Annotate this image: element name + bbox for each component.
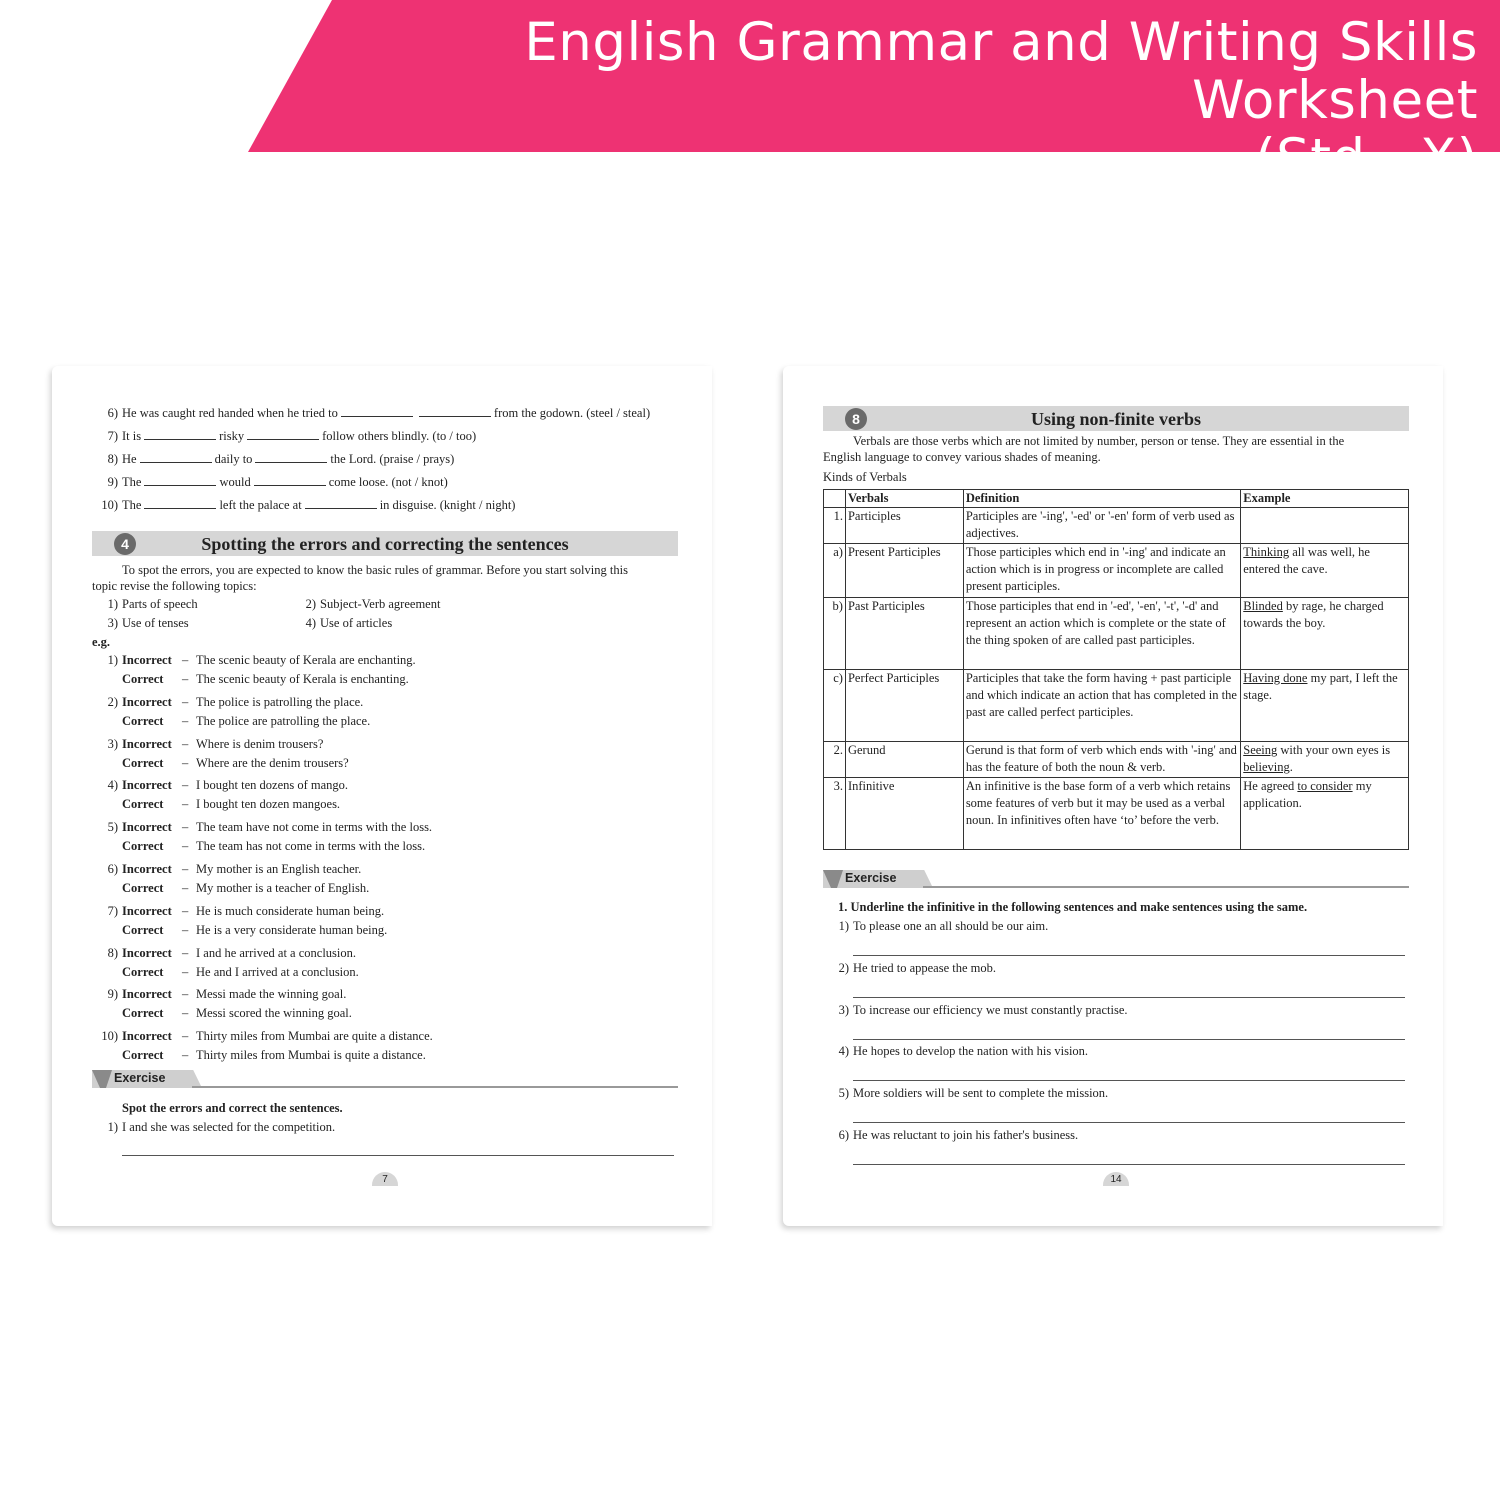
incorrect-label: Incorrect	[122, 862, 172, 876]
banner-title-line1: English Grammar and Writing Skills Worksheet	[524, 12, 1478, 131]
section-title: Spotting the errors and correcting the sentences	[201, 534, 569, 554]
dash: –	[182, 653, 189, 667]
dash: –	[182, 1048, 189, 1063]
dash: –	[182, 797, 189, 812]
blank-line[interactable]	[144, 475, 216, 486]
sentence-text: The team have not come in terms with the loss.	[196, 820, 433, 835]
dash: –	[182, 964, 189, 979]
fill-item: 6) He was caught red handed when he tried to from the godown. (steel / steal)	[107, 406, 651, 420]
left-page	[52, 366, 712, 1226]
sentence-text: He is much considerate human being.	[196, 903, 385, 918]
right-page	[783, 366, 1443, 1226]
incorrect-label: Incorrect	[122, 903, 172, 918]
incorrect-sentence: 8) Incorrect – I and he arrived at a conclusion.	[107, 945, 357, 960]
correct-sentence	[92, 1005, 352, 1021]
fill-item: 9) The would come loose. (not / knot)	[107, 475, 448, 489]
section-number-badge: 4	[114, 533, 136, 555]
correct-sentence	[92, 1047, 426, 1063]
definition-cell: An infinitive is the base form of a verb which retains some features of verb but it may be used as a verbal noun. In infinitives often have ‘to’ before the verb.	[963, 778, 1240, 850]
dash: –	[182, 903, 189, 918]
correct-label: Correct	[122, 839, 164, 854]
dash: –	[182, 922, 189, 937]
correct-sentence	[92, 922, 387, 938]
blank-line[interactable]	[247, 429, 319, 440]
correct-label: Correct	[122, 755, 164, 770]
blank-line[interactable]	[419, 406, 491, 417]
table-row	[824, 670, 1409, 742]
topic-item: 1) Parts of speech	[107, 597, 198, 611]
banner-title	[318, 14, 1478, 188]
sentence-text: The police are patrolling the place.	[196, 713, 371, 728]
intro-text: topic revise the following topics:	[92, 579, 257, 593]
intro-text: Verbals are those verbs which are not limited by number, person or tense. They are essential in the	[853, 434, 1345, 448]
verbal-cell: Gerund	[845, 742, 963, 778]
page-number: 14	[1103, 1172, 1129, 1186]
column-header: Verbals	[845, 490, 963, 508]
table-row	[824, 778, 1409, 850]
intro-text: To spot the errors, you are expected to know the basic rules of grammar. Before you start solving this	[122, 563, 628, 577]
example-cell: Having done my part, I left the stage.	[1241, 670, 1409, 742]
exercise-label: Exercise	[845, 871, 897, 885]
example-cell: Blinded by rage, he charged towards the boy.	[1241, 598, 1409, 670]
verbal-cell: Infinitive	[845, 778, 963, 850]
dash: –	[182, 672, 189, 686]
incorrect-sentence: 7) Incorrect – He is much considerate human being.	[107, 903, 385, 918]
sentence-text: I bought ten dozen mangoes.	[196, 797, 341, 812]
answer-line[interactable]	[853, 1080, 1405, 1081]
correct-label: Correct	[122, 797, 164, 812]
correct-sentence	[92, 671, 409, 687]
incorrect-label: Incorrect	[122, 987, 172, 1002]
incorrect-sentence: 3) Incorrect – Where is denim trousers?	[107, 736, 324, 751]
definition-cell: Those participles that end in '-ed', '-en', '-t', '-d' and represent an action which is complete or the state of the thing spoken of are called past participles.	[963, 598, 1240, 670]
topic-item: 2) Subject-Verb agreement	[305, 597, 441, 611]
verbal-cell: Past Participles	[845, 598, 963, 670]
correct-label: Correct	[122, 1006, 164, 1021]
incorrect-sentence: 9) Incorrect – Messi made the winning goal.	[107, 987, 347, 1002]
incorrect-sentence: 2) Incorrect – The police is patrolling the place.	[107, 694, 364, 709]
correct-label: Correct	[122, 881, 164, 895]
fill-item: 10) The left the palace at in disguise. (knight / night)	[101, 498, 516, 512]
dash: –	[182, 778, 189, 793]
blank-line[interactable]	[305, 498, 377, 509]
exercise-tag	[92, 1070, 678, 1088]
row-index: 1.	[824, 508, 846, 544]
blank-line[interactable]	[140, 452, 212, 463]
row-index: b)	[824, 598, 846, 670]
incorrect-sentence: 1) Incorrect – The scenic beauty of Kerala are enchanting.	[107, 653, 416, 667]
eg-label: e.g.	[92, 635, 111, 649]
section-number-badge: 8	[845, 408, 867, 430]
row-index: c)	[824, 670, 846, 742]
example-cell: Thinking all was well, he entered the cave.	[1241, 544, 1409, 598]
fill-item: 8) He daily to the Lord. (praise / prays)	[107, 452, 455, 466]
table-row	[824, 598, 1409, 670]
column-header: Definition	[963, 490, 1240, 508]
blank-line[interactable]	[255, 452, 327, 463]
dash: –	[182, 839, 189, 854]
verbal-cell: Perfect Participles	[845, 670, 963, 742]
blank-line[interactable]	[144, 429, 216, 440]
verbal-cell: Present Participles	[845, 544, 963, 598]
sentence-text: The scenic beauty of Kerala are enchanting.	[196, 653, 416, 667]
blank-line[interactable]	[341, 406, 413, 417]
sentence-text: I and he arrived at a conclusion.	[196, 945, 357, 960]
incorrect-sentence: 4) Incorrect – I bought ten dozens of mango.	[107, 778, 349, 793]
table-row	[824, 742, 1409, 778]
exercise-item: 1) I and she was selected for the competition.	[107, 1120, 336, 1134]
sentence-text: Where is denim trousers?	[196, 736, 324, 751]
dash: –	[182, 694, 189, 709]
correct-sentence	[92, 713, 370, 729]
sentence-text: He and I arrived at a conclusion.	[196, 964, 359, 979]
correct-label: Correct	[122, 922, 164, 937]
row-index: 3.	[824, 778, 846, 850]
correct-sentence	[92, 838, 425, 854]
blank-line[interactable]	[144, 498, 216, 509]
exercise-item: 5) More soldiers will be sent to complete the mission.	[838, 1086, 1109, 1101]
example-cell	[1241, 508, 1409, 544]
dash: –	[182, 755, 189, 770]
kinds-label: Kinds of Verbals	[823, 470, 907, 484]
answer-line[interactable]	[853, 1164, 1405, 1165]
definition-cell: Participles are '-ing', '-ed' or '-en' form of verb used as adjectives.	[963, 508, 1240, 544]
column-header: Example	[1241, 490, 1409, 508]
sentence-text: Where are the denim trousers?	[196, 755, 349, 770]
incorrect-label: Incorrect	[122, 820, 172, 835]
section-header	[823, 406, 1409, 431]
dash: –	[182, 881, 189, 895]
topic-item: 4) Use of articles	[305, 616, 393, 630]
sentence-text: Messi made the winning goal.	[196, 987, 347, 1002]
dash: –	[182, 820, 189, 835]
exercise-item: 6) He was reluctant to join his father's business.	[838, 1128, 1079, 1142]
blank-line[interactable]	[254, 475, 326, 486]
fill-item: 7) It is risky follow others blindly. (to / too)	[107, 429, 477, 443]
correct-sentence	[92, 796, 340, 812]
table-row	[824, 544, 1409, 598]
incorrect-sentence: 10) Incorrect – Thirty miles from Mumbai are quite a distance.	[101, 1029, 433, 1044]
incorrect-sentence: 6) Incorrect – My mother is an English teacher.	[107, 862, 362, 876]
incorrect-label: Incorrect	[122, 778, 172, 793]
answer-line[interactable]	[122, 1155, 674, 1156]
sentence-text: Thirty miles from Mumbai is quite a distance.	[196, 1048, 426, 1063]
definition-cell: Those participles which end in '-ing' and indicate an action which is in progress or incomplete are called present participles.	[963, 544, 1240, 598]
incorrect-label: Incorrect	[122, 945, 172, 960]
answer-line[interactable]	[853, 1122, 1405, 1123]
incorrect-sentence: 5) Incorrect – The team have not come in terms with the loss.	[107, 820, 433, 835]
example-cell: Seeing with your own eyes is believing.	[1241, 742, 1409, 778]
correct-sentence	[92, 964, 359, 980]
answer-line[interactable]	[853, 1039, 1405, 1040]
correct-sentence	[92, 880, 369, 896]
dash: –	[182, 1006, 189, 1021]
sentence-text: My mother is an English teacher.	[196, 862, 362, 876]
example-cell: He agreed to consider my application.	[1241, 778, 1409, 850]
dash: –	[182, 862, 189, 876]
sentence-text: The team has not come in terms with the loss.	[196, 839, 426, 854]
sentence-text: Messi scored the winning goal.	[196, 1006, 352, 1021]
exercise-item: 2) He tried to appease the mob.	[838, 960, 997, 975]
section-header	[92, 531, 678, 556]
page-number: 7	[372, 1172, 398, 1186]
dash: –	[182, 713, 189, 728]
row-index: a)	[824, 544, 846, 598]
exercise-item: 3) To increase our efficiency we must constantly practise.	[838, 1002, 1128, 1017]
sentence-text: The police is patrolling the place.	[196, 694, 364, 709]
sentence-text: The scenic beauty of Kerala is enchanting.	[196, 672, 409, 686]
dash: –	[182, 945, 189, 960]
sentence-text: I bought ten dozens of mango.	[196, 778, 349, 793]
incorrect-label: Incorrect	[122, 1029, 172, 1044]
definition-cell: Participles that take the form having + past participle and which indicate an action that has completed in the past are called perfect participles.	[963, 670, 1240, 742]
intro-text: English language to convey various shades of meaning.	[823, 450, 1101, 464]
correct-label: Correct	[122, 964, 164, 979]
sentence-text: Thirty miles from Mumbai are quite a distance.	[196, 1029, 433, 1044]
answer-line[interactable]	[853, 955, 1405, 956]
table-header-row	[824, 490, 1409, 508]
exercise-label: Exercise	[114, 1071, 166, 1085]
banner-title-line2: (Std - X)	[1254, 128, 1478, 189]
incorrect-label: Incorrect	[122, 736, 172, 751]
exercise-item: 4) He hopes to develop the nation with his vision.	[838, 1044, 1089, 1059]
verbals-table	[823, 489, 1409, 850]
dash: –	[182, 987, 189, 1002]
exercise-tag	[823, 870, 1409, 888]
dash: –	[182, 736, 189, 751]
header-banner	[0, 0, 1500, 189]
section-title: Using non-finite verbs	[1030, 409, 1201, 429]
definition-cell: Gerund is that form of verb which ends with '-ing' and has the feature of both the noun & verb.	[963, 742, 1240, 778]
topic-item: 3) Use of tenses	[107, 616, 189, 630]
correct-label: Correct	[122, 713, 164, 728]
table-row	[824, 508, 1409, 544]
correct-label: Correct	[122, 672, 164, 686]
answer-line[interactable]	[853, 997, 1405, 998]
correct-label: Correct	[122, 1048, 164, 1063]
exercise-item: 1) To please one an all should be our aim.	[838, 919, 1049, 933]
row-index: 2.	[824, 742, 846, 778]
verbal-cell: Participles	[845, 508, 963, 544]
dash: –	[182, 1029, 189, 1044]
sentence-text: My mother is a teacher of English.	[196, 881, 370, 895]
incorrect-label: Incorrect	[122, 694, 172, 709]
correct-sentence	[92, 755, 349, 771]
exercise-instruction: Spot the errors and correct the sentences.	[122, 1101, 343, 1115]
exercise-instruction: 1. Underline the infinitive in the following sentences and make sentences using the same.	[838, 900, 1308, 914]
sentence-text: He is a very considerate human being.	[196, 922, 388, 937]
incorrect-label: Incorrect	[122, 653, 172, 667]
